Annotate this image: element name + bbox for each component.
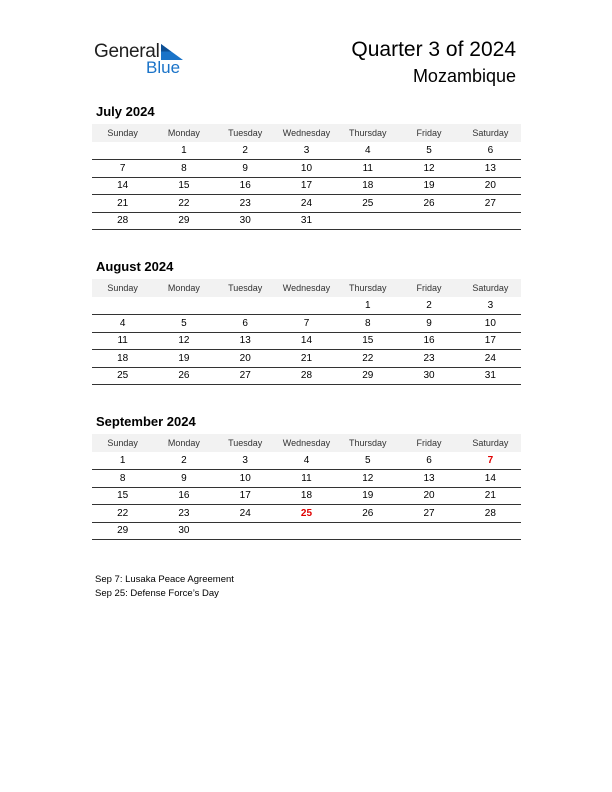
weekday-header: Wednesday <box>276 279 337 297</box>
day-cell: 12 <box>153 332 214 350</box>
day-cell: 15 <box>337 332 398 350</box>
weekday-header: Saturday <box>460 124 521 142</box>
day-cell: 25 <box>276 505 337 523</box>
day-cell: 21 <box>92 195 153 213</box>
day-cell: 4 <box>276 452 337 470</box>
week-row <box>92 212 521 230</box>
day-cell: 24 <box>215 505 276 523</box>
day-cell: 7 <box>460 452 521 470</box>
logo-text-general: General <box>94 41 160 62</box>
empty-day-cell <box>337 522 398 540</box>
logo <box>94 41 194 81</box>
weekday-header: Tuesday <box>215 434 276 452</box>
day-cell: 11 <box>337 160 398 178</box>
day-cell: 31 <box>276 212 337 230</box>
day-cell: 23 <box>153 505 214 523</box>
day-cell: 23 <box>398 350 459 368</box>
day-cell: 28 <box>276 367 337 385</box>
empty-day-cell <box>398 522 459 540</box>
day-cell: 10 <box>215 470 276 488</box>
day-cell: 15 <box>153 177 214 195</box>
day-cell: 27 <box>460 195 521 213</box>
empty-day-cell <box>92 142 153 160</box>
month-title: August 2024 <box>96 259 174 274</box>
day-cell: 16 <box>398 332 459 350</box>
day-cell: 31 <box>460 367 521 385</box>
day-cell: 2 <box>398 297 459 315</box>
month-title: July 2024 <box>96 104 155 119</box>
day-cell: 29 <box>92 522 153 540</box>
week-row <box>92 487 521 505</box>
week-row <box>92 160 521 178</box>
weekday-header: Thursday <box>337 279 398 297</box>
logo-text-blue: Blue <box>146 58 181 77</box>
page-title: Quarter 3 of 2024 <box>351 38 516 61</box>
day-cell: 21 <box>276 350 337 368</box>
empty-day-cell <box>337 212 398 230</box>
day-cell: 1 <box>92 452 153 470</box>
empty-day-cell <box>460 212 521 230</box>
weekday-header: Saturday <box>460 434 521 452</box>
empty-day-cell <box>398 212 459 230</box>
day-cell: 13 <box>460 160 521 178</box>
empty-day-cell <box>153 297 214 315</box>
weekday-header: Monday <box>153 124 214 142</box>
day-cell: 3 <box>460 297 521 315</box>
day-cell: 1 <box>337 297 398 315</box>
day-cell: 10 <box>276 160 337 178</box>
day-cell: 21 <box>460 487 521 505</box>
day-cell: 30 <box>215 212 276 230</box>
day-cell: 25 <box>337 195 398 213</box>
week-row <box>92 142 521 160</box>
weekday-header: Friday <box>398 124 459 142</box>
month-july <box>92 104 521 230</box>
empty-day-cell <box>215 522 276 540</box>
week-row <box>92 452 521 470</box>
weekday-header: Friday <box>398 279 459 297</box>
day-cell: 27 <box>215 367 276 385</box>
week-row <box>92 177 521 195</box>
day-cell: 8 <box>153 160 214 178</box>
day-cell: 12 <box>337 470 398 488</box>
calendar-table <box>92 124 521 230</box>
holiday-notes <box>95 573 234 601</box>
day-cell: 30 <box>398 367 459 385</box>
weekday-header: Sunday <box>92 434 153 452</box>
day-cell: 18 <box>92 350 153 368</box>
weekday-header: Thursday <box>337 124 398 142</box>
day-cell: 14 <box>92 177 153 195</box>
day-cell: 17 <box>276 177 337 195</box>
day-cell: 10 <box>460 315 521 333</box>
day-cell: 13 <box>215 332 276 350</box>
week-row <box>92 195 521 213</box>
day-cell: 3 <box>276 142 337 160</box>
week-row <box>92 470 521 488</box>
day-cell: 20 <box>460 177 521 195</box>
day-cell: 14 <box>276 332 337 350</box>
day-cell: 26 <box>398 195 459 213</box>
day-cell: 11 <box>276 470 337 488</box>
day-cell: 20 <box>398 487 459 505</box>
weekday-header: Tuesday <box>215 124 276 142</box>
weekday-header: Wednesday <box>276 434 337 452</box>
week-row <box>92 332 521 350</box>
week-row <box>92 297 521 315</box>
day-cell: 3 <box>215 452 276 470</box>
day-cell: 25 <box>92 367 153 385</box>
month-september <box>92 414 521 540</box>
day-cell: 11 <box>92 332 153 350</box>
day-cell: 28 <box>460 505 521 523</box>
day-cell: 4 <box>337 142 398 160</box>
day-cell: 5 <box>398 142 459 160</box>
holiday-note: Sep 25: Defense Force’s Day <box>95 588 219 599</box>
day-cell: 24 <box>460 350 521 368</box>
calendar-table <box>92 279 521 385</box>
country-name: Mozambique <box>412 66 516 86</box>
day-cell: 23 <box>215 195 276 213</box>
calendar-table <box>92 434 521 540</box>
day-cell: 20 <box>215 350 276 368</box>
day-cell: 9 <box>153 470 214 488</box>
week-row <box>92 350 521 368</box>
day-cell: 22 <box>153 195 214 213</box>
weekday-header: Tuesday <box>215 279 276 297</box>
day-cell: 22 <box>337 350 398 368</box>
day-cell: 29 <box>337 367 398 385</box>
week-row <box>92 505 521 523</box>
weekday-header: Thursday <box>337 434 398 452</box>
day-cell: 8 <box>337 315 398 333</box>
day-cell: 2 <box>153 452 214 470</box>
day-cell: 9 <box>215 160 276 178</box>
day-cell: 6 <box>460 142 521 160</box>
day-cell: 7 <box>276 315 337 333</box>
empty-day-cell <box>92 297 153 315</box>
day-cell: 13 <box>398 470 459 488</box>
day-cell: 28 <box>92 212 153 230</box>
weekday-header: Saturday <box>460 279 521 297</box>
day-cell: 18 <box>276 487 337 505</box>
empty-day-cell <box>276 522 337 540</box>
day-cell: 6 <box>398 452 459 470</box>
weekday-header: Wednesday <box>276 124 337 142</box>
day-cell: 19 <box>337 487 398 505</box>
day-cell: 18 <box>337 177 398 195</box>
month-title: September 2024 <box>96 414 196 429</box>
day-cell: 22 <box>92 505 153 523</box>
week-row <box>92 315 521 333</box>
day-cell: 5 <box>153 315 214 333</box>
day-cell: 1 <box>153 142 214 160</box>
day-cell: 29 <box>153 212 214 230</box>
day-cell: 9 <box>398 315 459 333</box>
day-cell: 30 <box>153 522 214 540</box>
day-cell: 8 <box>92 470 153 488</box>
day-cell: 17 <box>215 487 276 505</box>
day-cell: 24 <box>276 195 337 213</box>
weekday-header: Sunday <box>92 279 153 297</box>
week-row <box>92 367 521 385</box>
day-cell: 16 <box>153 487 214 505</box>
day-cell: 26 <box>153 367 214 385</box>
day-cell: 14 <box>460 470 521 488</box>
day-cell: 5 <box>337 452 398 470</box>
weekday-header: Friday <box>398 434 459 452</box>
day-cell: 2 <box>215 142 276 160</box>
day-cell: 12 <box>398 160 459 178</box>
weekday-header: Monday <box>153 279 214 297</box>
day-cell: 6 <box>215 315 276 333</box>
week-row <box>92 522 521 540</box>
day-cell: 26 <box>337 505 398 523</box>
weekday-header: Monday <box>153 434 214 452</box>
day-cell: 19 <box>398 177 459 195</box>
day-cell: 7 <box>92 160 153 178</box>
empty-day-cell <box>215 297 276 315</box>
month-august <box>92 259 521 385</box>
day-cell: 17 <box>460 332 521 350</box>
day-cell: 15 <box>92 487 153 505</box>
day-cell: 27 <box>398 505 459 523</box>
weekday-header: Sunday <box>92 124 153 142</box>
day-cell: 19 <box>153 350 214 368</box>
empty-day-cell <box>276 297 337 315</box>
day-cell: 4 <box>92 315 153 333</box>
holiday-note: Sep 7: Lusaka Peace Agreement <box>95 574 234 585</box>
day-cell: 16 <box>215 177 276 195</box>
empty-day-cell <box>460 522 521 540</box>
